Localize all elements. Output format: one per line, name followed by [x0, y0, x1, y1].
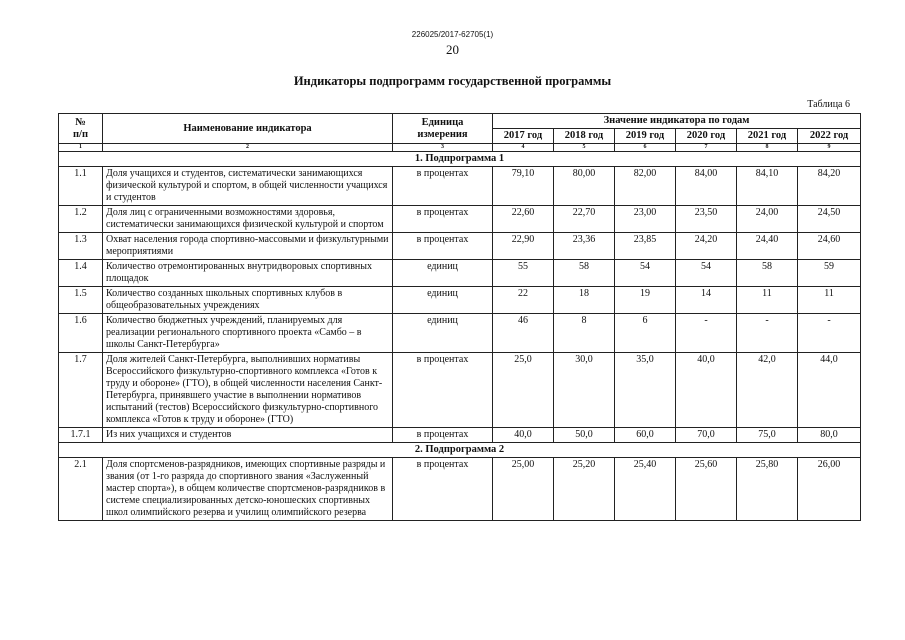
row-number: 1.6 — [59, 314, 103, 353]
column-number: 4 — [493, 144, 554, 152]
column-number: 2 — [103, 144, 393, 152]
unit-cell: в процентах — [393, 206, 493, 233]
value-cell: 54 — [676, 260, 737, 287]
value-cell: 58 — [737, 260, 798, 287]
value-cell: 79,10 — [493, 167, 554, 206]
value-cell: 59 — [798, 260, 861, 287]
table-row — [59, 428, 861, 443]
table-row — [59, 167, 861, 206]
year-header: 2017 год — [493, 129, 554, 144]
indicator-name: Охват населения города спортивно-массовыми и физкультурными мероприятиями — [103, 233, 393, 260]
value-cell: 6 — [615, 314, 676, 353]
value-cell: 84,10 — [737, 167, 798, 206]
row-number: 1.7.1 — [59, 428, 103, 443]
col-header-values: Значение индикатора по годам — [493, 114, 861, 129]
value-cell: - — [798, 314, 861, 353]
unit-cell: в процентах — [393, 233, 493, 260]
indicator-name: Из них учащихся и студентов — [103, 428, 393, 443]
col-header-number-line2: п/п — [72, 128, 89, 140]
value-cell: 50,0 — [554, 428, 615, 443]
table-row — [59, 458, 861, 521]
year-header: 2018 год — [554, 129, 615, 144]
value-cell: 82,00 — [615, 167, 676, 206]
value-cell: 19 — [615, 287, 676, 314]
col-header-name: Наименование индикатора — [103, 114, 393, 144]
section-row — [59, 443, 861, 458]
value-cell: 35,0 — [615, 353, 676, 428]
value-cell: 25,40 — [615, 458, 676, 521]
value-cell: 11 — [737, 287, 798, 314]
value-cell: 54 — [615, 260, 676, 287]
value-cell: 44,0 — [798, 353, 861, 428]
col-header-unit-line1: Единица — [421, 116, 464, 128]
section-title: 1. Подпрограмма 1 — [59, 152, 861, 167]
column-number: 1 — [59, 144, 103, 152]
value-cell: 46 — [493, 314, 554, 353]
column-number: 9 — [798, 144, 861, 152]
year-header: 2019 год — [615, 129, 676, 144]
value-cell: 24,50 — [798, 206, 861, 233]
value-cell: 22,90 — [493, 233, 554, 260]
value-cell: 70,0 — [676, 428, 737, 443]
indicator-name: Количество бюджетных учреждений, планируемых для реализации регионального спортивного проекта «Самбо – в школы Санкт-Петербурга» — [103, 314, 393, 353]
value-cell: 55 — [493, 260, 554, 287]
value-cell: 18 — [554, 287, 615, 314]
col-header-unit — [393, 114, 493, 144]
table-row — [59, 287, 861, 314]
value-cell: 84,20 — [798, 167, 861, 206]
document-id: 226025/2017-62705(1) — [411, 30, 494, 39]
value-cell: 60,0 — [615, 428, 676, 443]
unit-cell: единиц — [393, 260, 493, 287]
table-row — [59, 353, 861, 428]
year-header: 2022 год — [798, 129, 861, 144]
value-cell: 22,70 — [554, 206, 615, 233]
indicator-name: Доля жителей Санкт-Петербурга, выполнивших нормативы Всероссийского физкультурно-спортивного комплекса «Готов к труду и обороне» (ГТО), в общей численности населения Санкт-Петербурга, принявшего участие в выполнении нормативов испытаний (тестов) Всероссийского физкультурно-спортивного комплекса «Готов к труду и обороне» (ГТО) — [103, 353, 393, 428]
table-row — [59, 206, 861, 233]
unit-cell: единиц — [393, 314, 493, 353]
indicators-table — [58, 113, 861, 521]
unit-cell: в процентах — [393, 428, 493, 443]
value-cell: 80,00 — [554, 167, 615, 206]
unit-cell: единиц — [393, 287, 493, 314]
col-header-unit-line2: измерения — [417, 128, 468, 140]
value-cell: 25,80 — [737, 458, 798, 521]
column-number: 7 — [676, 144, 737, 152]
value-cell: 30,0 — [554, 353, 615, 428]
value-cell: 25,0 — [493, 353, 554, 428]
value-cell: 42,0 — [737, 353, 798, 428]
value-cell: 14 — [676, 287, 737, 314]
value-cell: 25,20 — [554, 458, 615, 521]
indicator-name: Количество отремонтированных внутридворовых спортивных площадок — [103, 260, 393, 287]
indicator-name: Доля лиц с ограниченными возможностями здоровья, систематически занимающихся физической культурой и спортом — [103, 206, 393, 233]
table-row — [59, 233, 861, 260]
page-number: 20 — [446, 42, 459, 57]
value-cell: 24,00 — [737, 206, 798, 233]
row-number: 1.4 — [59, 260, 103, 287]
column-number: 3 — [393, 144, 493, 152]
value-cell: 24,60 — [798, 233, 861, 260]
value-cell: 11 — [798, 287, 861, 314]
value-cell: - — [737, 314, 798, 353]
column-number: 6 — [615, 144, 676, 152]
value-cell: 22,60 — [493, 206, 554, 233]
year-header: 2020 год — [676, 129, 737, 144]
year-header: 2021 год — [737, 129, 798, 144]
section-title: 2. Подпрограмма 2 — [59, 443, 861, 458]
table-body — [59, 152, 861, 521]
row-number: 1.1 — [59, 167, 103, 206]
row-number: 2.1 — [59, 458, 103, 521]
column-numbers-row — [59, 144, 861, 152]
page-title: Индикаторы подпрограмм государственной программы — [293, 74, 612, 88]
value-cell: 40,0 — [493, 428, 554, 443]
value-cell: 24,40 — [737, 233, 798, 260]
value-cell: - — [676, 314, 737, 353]
row-number: 1.7 — [59, 353, 103, 428]
row-number: 1.5 — [59, 287, 103, 314]
value-cell: 23,00 — [615, 206, 676, 233]
value-cell: 25,00 — [493, 458, 554, 521]
row-number: 1.2 — [59, 206, 103, 233]
indicator-name: Доля учащихся и студентов, систематически занимающихся физической культурой и спортом, в общей численности учащихся и студентов — [103, 167, 393, 206]
table-header-row — [59, 114, 861, 129]
value-cell: 23,36 — [554, 233, 615, 260]
value-cell: 40,0 — [676, 353, 737, 428]
value-cell: 23,85 — [615, 233, 676, 260]
col-header-number-line1: № — [75, 116, 86, 128]
value-cell: 25,60 — [676, 458, 737, 521]
indicator-name: Доля спортсменов-разрядников, имеющих спортивные разряды и звания (от 1-го разряда до спортивного звания «Заслуженный мастер спорта»), в общем количестве спортсменов-разрядников в системе специализированных детско-юношеских спортивных школ олимпийского резерва и училищ олимпийского резерва — [103, 458, 393, 521]
column-number: 5 — [554, 144, 615, 152]
unit-cell: в процентах — [393, 458, 493, 521]
indicator-name: Количество созданных школьных спортивных клубов в общеобразовательных учреждениях — [103, 287, 393, 314]
value-cell: 80,0 — [798, 428, 861, 443]
column-number: 8 — [737, 144, 798, 152]
value-cell: 24,20 — [676, 233, 737, 260]
unit-cell: в процентах — [393, 167, 493, 206]
value-cell: 26,00 — [798, 458, 861, 521]
table-row — [59, 260, 861, 287]
value-cell: 75,0 — [737, 428, 798, 443]
table-label: Таблица 6 — [807, 99, 850, 110]
section-row — [59, 152, 861, 167]
row-number: 1.3 — [59, 233, 103, 260]
value-cell: 84,00 — [676, 167, 737, 206]
unit-cell: в процентах — [393, 353, 493, 428]
value-cell: 23,50 — [676, 206, 737, 233]
table-row — [59, 314, 861, 353]
value-cell: 58 — [554, 260, 615, 287]
col-header-number — [59, 114, 103, 144]
value-cell: 22 — [493, 287, 554, 314]
value-cell: 8 — [554, 314, 615, 353]
